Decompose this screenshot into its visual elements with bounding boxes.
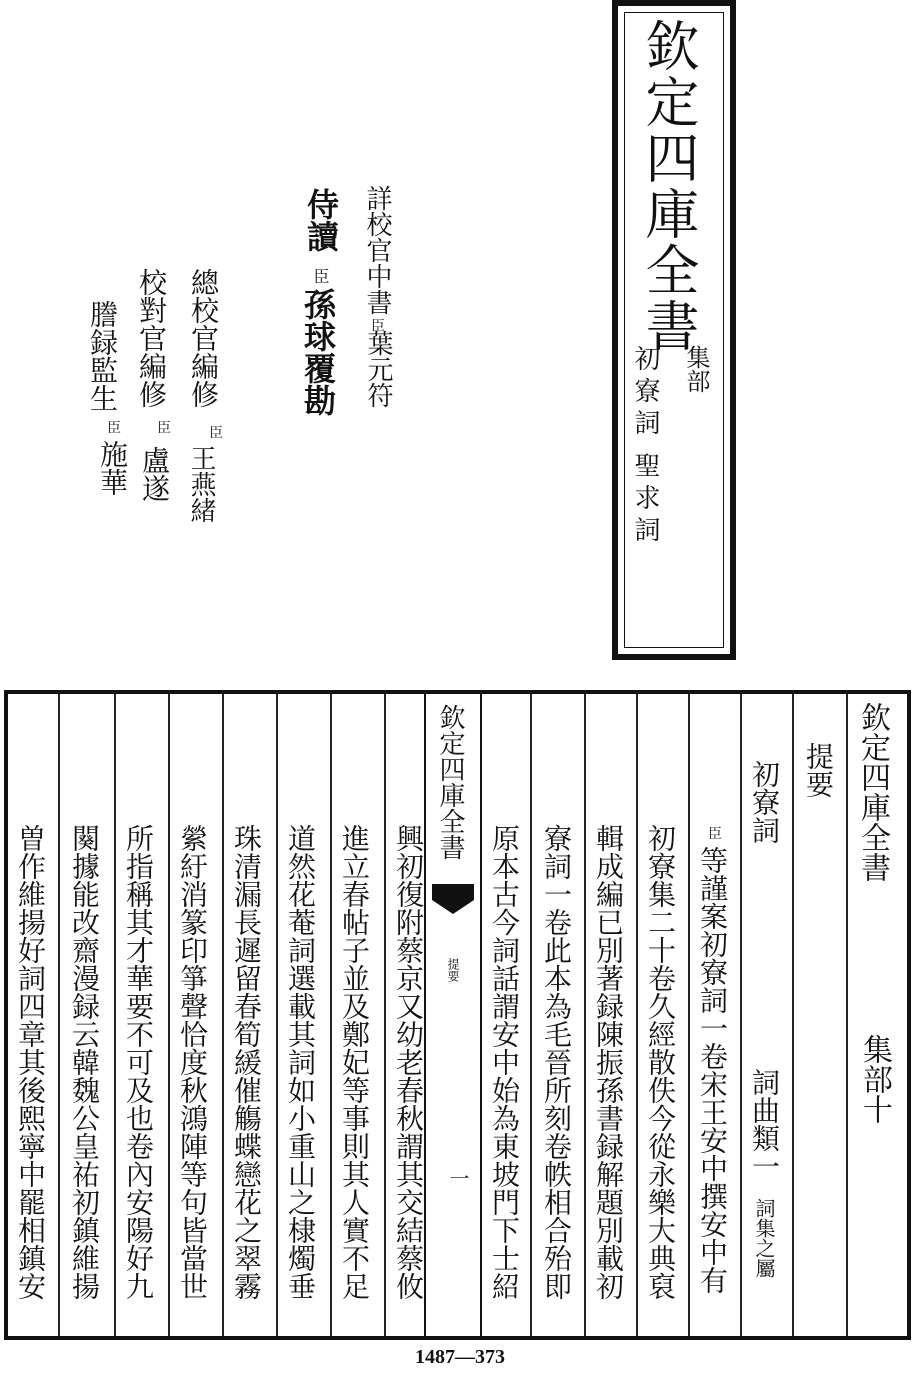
column-rule xyxy=(740,694,742,1336)
official-title-mark: 臣 xyxy=(311,268,330,284)
cover-category: 集部 xyxy=(682,345,710,393)
column-rule xyxy=(530,694,532,1336)
column-rule xyxy=(276,694,278,1336)
text-column: 縈紆消篆印箏聲恰度秋鴻陣等句皆當世 xyxy=(176,824,209,1300)
text-column: 興初復附蔡京又幼老春秋謂其交結蔡攸 xyxy=(392,824,425,1300)
text-column: 等謹案初寮詞一卷宋王安中撰安中有 xyxy=(696,846,729,1294)
official-title-mark: 臣 xyxy=(105,420,121,434)
official-title-mark: 臣 xyxy=(207,425,223,439)
column-rule xyxy=(636,694,638,1336)
classification: 詞曲類一 xyxy=(748,1068,781,1180)
column-rule xyxy=(688,694,690,1336)
column-rule xyxy=(330,694,332,1336)
column-rule xyxy=(384,694,386,1336)
column-rule xyxy=(114,694,116,1336)
sub-classification: 詞集之屬 xyxy=(752,1198,776,1278)
text-column: 闋據能改齋漫録云韓魏公皇祐初鎮維揚 xyxy=(68,824,101,1300)
official-title-mark: 臣 xyxy=(706,826,722,840)
header-category: 集部十 xyxy=(857,1034,892,1124)
official-role: 總校官編修 xyxy=(187,268,220,408)
text-column: 原本古今詞話謂安中始為東坡門下士紹 xyxy=(488,824,521,1300)
text-column: 珠清漏長遲留春筍緩催觴蝶戀花之翠霧 xyxy=(230,824,263,1300)
cover-work-1: 初寮詞 xyxy=(630,345,660,441)
official-name: 王燕緒 xyxy=(186,445,216,523)
fish-tail-mark xyxy=(432,900,474,914)
header-title: 欽定四庫全書 xyxy=(855,702,890,882)
text-column: 所指稱其才華要不可及也卷內安陽好九 xyxy=(122,824,155,1300)
column-rule xyxy=(222,694,224,1336)
text-column: 進立春帖子並及鄭妃等事則其人實不足 xyxy=(338,824,371,1300)
text-column: 輯成編已別著録陳振孫書録解題別載初 xyxy=(592,824,625,1300)
text-column: 寮詞一卷此本為毛晉所刻卷帙相合殆即 xyxy=(540,824,573,1300)
work-title: 初寮詞 xyxy=(748,760,781,844)
column-rule xyxy=(584,694,586,1336)
official-role: 謄録監生 xyxy=(86,300,119,412)
official-name: 盧遂 xyxy=(138,446,171,502)
official-title-mark: 臣 xyxy=(369,318,385,332)
text-column: 道然花菴詞選載其詞如小重山之棣燭垂 xyxy=(284,824,317,1300)
official-role: 校對官編修 xyxy=(135,268,168,408)
cover-title: 欽定四庫全書 xyxy=(637,18,700,354)
banner-page-number: 一 xyxy=(446,1168,470,1188)
section-label: 提要 xyxy=(802,742,835,798)
column-rule xyxy=(846,694,848,1336)
official-name: 葉元符 xyxy=(363,330,393,408)
column-rule xyxy=(168,694,170,1336)
banner-section: 提要 xyxy=(446,958,460,982)
official-name: 施華 xyxy=(96,440,129,496)
text-column: 曽作維揚好詞四章其後熙寧中罷相鎮安 xyxy=(14,824,47,1300)
banner-title: 欽定四庫全書 xyxy=(435,704,465,860)
official-title-mark: 臣 xyxy=(155,420,171,434)
official-role: 侍讀 xyxy=(302,188,340,252)
official-name: 孫球覆勘 xyxy=(299,288,337,416)
column-rule xyxy=(58,694,60,1336)
page-number: 1487—373 xyxy=(415,1346,505,1368)
cover-work-2: 聖求詞 xyxy=(630,452,660,548)
official-role: 詳校官中書 xyxy=(362,185,392,315)
text-column: 初寮集二十卷久經散佚今從永樂大典裒 xyxy=(644,824,677,1300)
column-rule xyxy=(792,694,794,1336)
fish-tail-mark xyxy=(432,884,474,900)
